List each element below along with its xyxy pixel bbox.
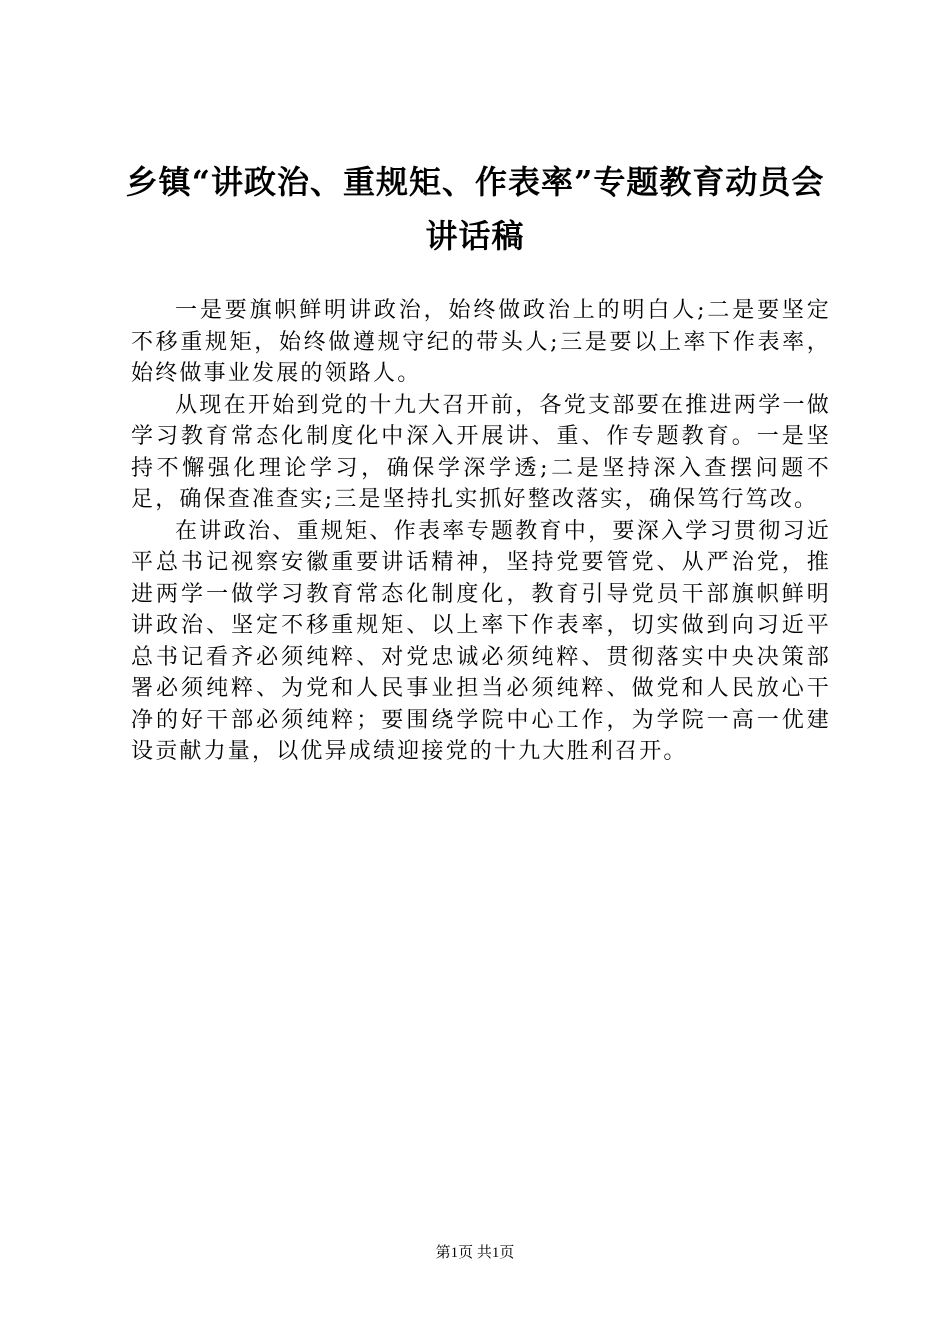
paragraph-3: 在讲政治、重规矩、作表率专题教育中，要深入学习贯彻习近平总书记视察安徽重要讲话精神，坚持党要管党、从严治党，推进两学一做学习教育常态化制度化，教育引导党员干部旗帜鲜明讲政治、坚定不移重规矩、以上率下作表率，切实做到向习近平总书记看齐必须纯粹、对党忠诚必须纯粹、贯彻落实中央决策部署必须纯粹、为党和人民事业担当必须纯粹、做党和人民放心干净的好干部必须纯粹；要围绕学院中心工作，为学院一高一优建设贡献力量，以优异成绩迎接党的十九大胜利召开。 bbox=[131, 518, 831, 764]
document-title: 乡镇“讲政治、重规矩、作表率”专题教育动员会讲话稿 bbox=[125, 163, 825, 255]
document-body bbox=[131, 295, 831, 768]
page-footer: 第1页 共1页 bbox=[435, 1245, 515, 1261]
paragraph-2: 从现在开始到党的十九大召开前，各党支部要在推进两学一做学习教育常态化制度化中深入开展讲、重、作专题教育。一是坚持不懈强化理论学习，确保学深学透;二是坚持深入查摆问题不足，确保查准查实;三是坚持扎实抓好整改落实，确保笃行笃改。 bbox=[131, 392, 831, 512]
paragraph-1: 一是要旗帜鲜明讲政治，始终做政治上的明白人;二是要坚定不移重规矩，始终做遵规守纪的带头人;三是要以上率下作表率，始终做事业发展的领路人。 bbox=[131, 298, 831, 386]
